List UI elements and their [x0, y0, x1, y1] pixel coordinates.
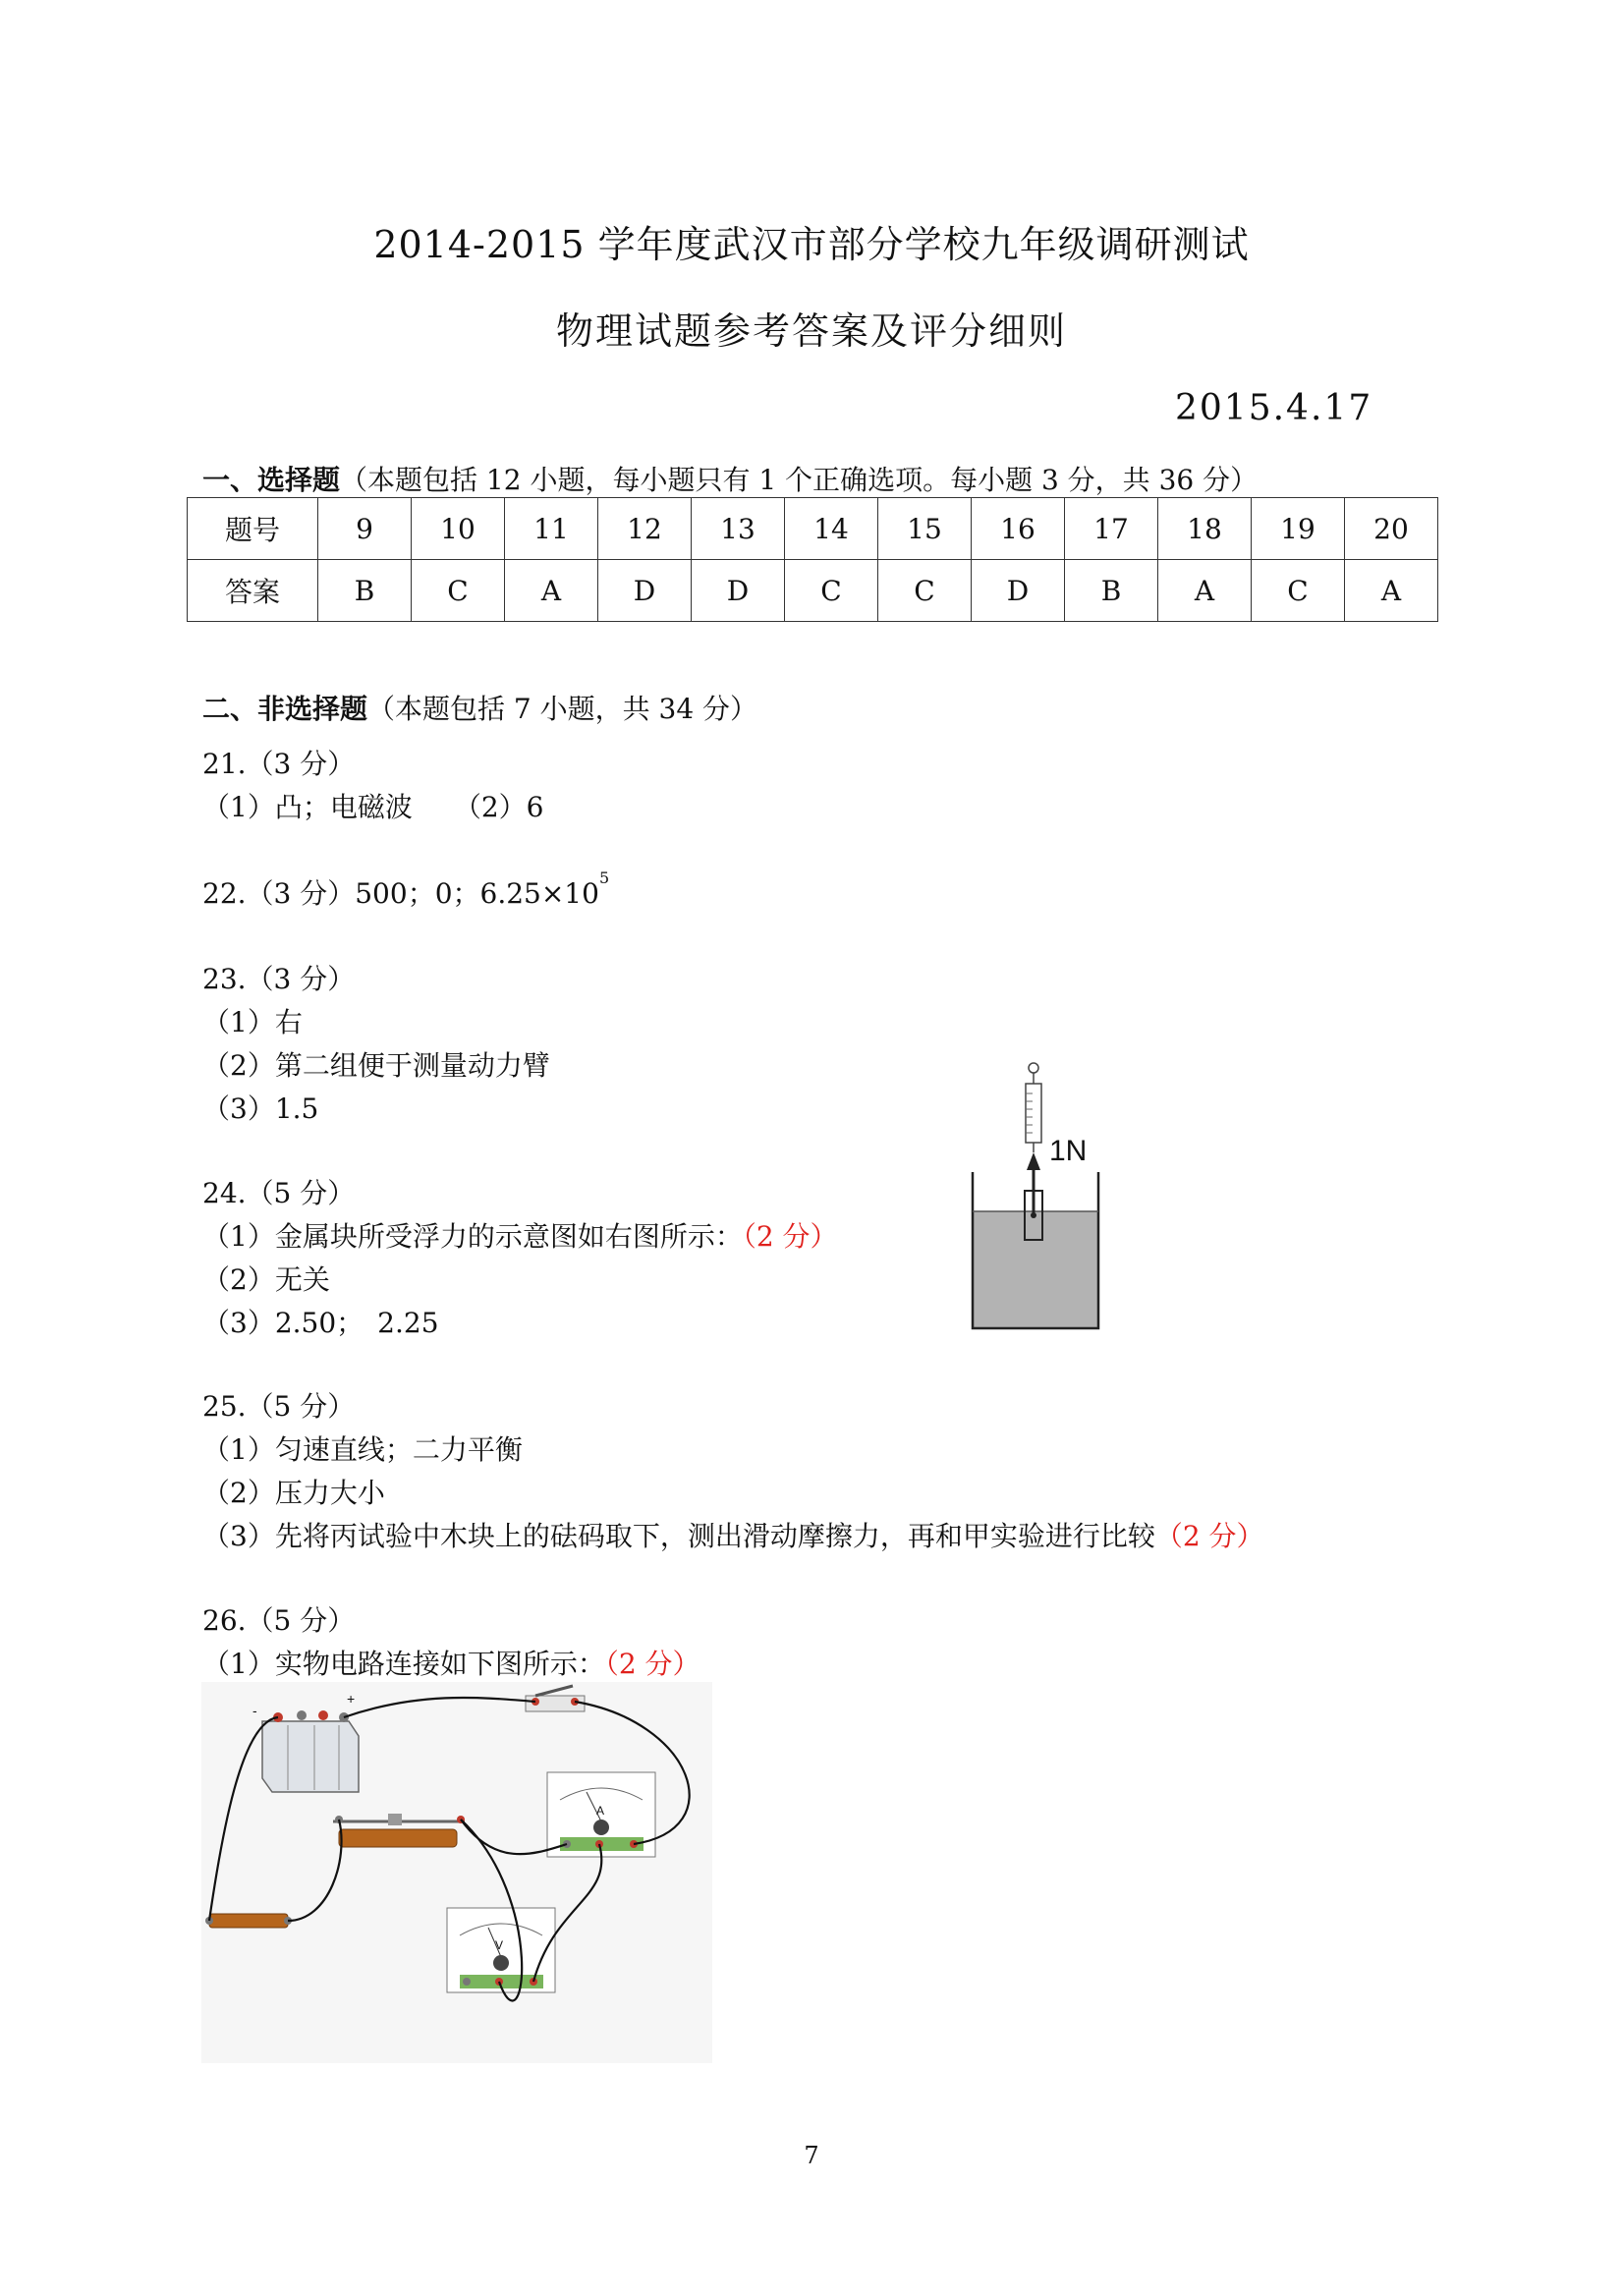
question-number: 20: [1345, 498, 1438, 560]
q26-heading: 26.（5 分）: [202, 1604, 356, 1637]
answer-cell: D: [692, 560, 785, 622]
answer-cell: A: [1158, 560, 1252, 622]
voltmeter-symbol: V: [495, 1938, 504, 1952]
q24-answer-3: （3）2.50； 2.25: [202, 1307, 439, 1339]
question-number: 12: [598, 498, 692, 560]
question-number: 17: [1065, 498, 1158, 560]
q25-answer-3: [202, 1515, 1264, 1554]
q24-answer-2: （2）无关: [202, 1263, 330, 1296]
question-number: 16: [972, 498, 1065, 560]
page-number: 7: [804, 2142, 819, 2169]
question-number: 18: [1158, 498, 1252, 560]
row-label-question: 题号: [188, 498, 318, 560]
q26-answer-1: [202, 1643, 700, 1682]
q21-answer: （1）凸；电磁波 （2）6: [202, 791, 544, 823]
row-label-answer: 答案: [188, 560, 318, 622]
q22-answer: [202, 868, 610, 912]
question-number: 14: [785, 498, 878, 560]
q21-heading: 21.（3 分）: [202, 748, 356, 780]
answer-cell: C: [412, 560, 505, 622]
q23-answer-1: （1）右: [202, 1006, 303, 1038]
q25-score: （2 分）: [1154, 1520, 1264, 1552]
answer-cell: A: [1345, 560, 1438, 622]
q25-heading: 25.（5 分）: [202, 1390, 356, 1423]
question-number-row: [188, 498, 1438, 560]
section2-heading: 二、非选择题: [202, 693, 368, 725]
ammeter-symbol: A: [596, 1804, 605, 1818]
answer-cell: C: [878, 560, 972, 622]
answer-cell: B: [1065, 560, 1158, 622]
answer-cell: A: [505, 560, 598, 622]
force-label: 1N: [1049, 1135, 1088, 1167]
answer-cell: C: [1252, 560, 1345, 622]
q24-score: （2 分）: [742, 1220, 838, 1253]
answer-row: [188, 560, 1438, 622]
answer-cell: C: [785, 560, 878, 622]
spring-scale-ticks: [1026, 1093, 1033, 1133]
section1-title: [202, 459, 1258, 498]
answer-cell: D: [972, 560, 1065, 622]
force-arrow-head: [1027, 1152, 1040, 1170]
q23-answer-3: （3）1.5: [202, 1092, 319, 1125]
question-number: 10: [412, 498, 505, 560]
q25-answer-1: （1）匀速直线；二力平衡: [202, 1433, 523, 1466]
question-number: 13: [692, 498, 785, 560]
question-number: 9: [318, 498, 412, 560]
question-number: 19: [1252, 498, 1345, 560]
circuit-figure: [201, 1682, 712, 2063]
resistor-icon: [205, 1914, 292, 1928]
q22-text: 22.（3 分）500；0；6.25×10: [202, 877, 599, 910]
q24-answer-1-text: （1）金属块所受浮力的示意图如右图所示：: [202, 1220, 743, 1253]
section2-note: （本题包括 7 小题，共 34 分）: [367, 693, 758, 725]
answer-cell: D: [598, 560, 692, 622]
answer-table: [187, 497, 1438, 622]
document-title: 2014-2015 学年度武汉市部分学校九年级调研测试: [373, 223, 1250, 266]
water-fill: [973, 1211, 1098, 1328]
document-subtitle: 物理试题参考答案及评分细则: [555, 309, 1067, 353]
question-number: 11: [505, 498, 598, 560]
q26-score: （2 分）: [604, 1648, 700, 1680]
buoyancy-figure: [963, 1056, 1120, 1336]
voltmeter-icon: [447, 1908, 555, 1992]
q23-answer-2: （2）第二组便于测量动力臂: [202, 1049, 550, 1082]
q24-heading: 24.（5 分）: [202, 1177, 356, 1209]
section2-title: [202, 688, 757, 727]
q25-answer-2: （2）压力大小: [202, 1477, 385, 1509]
svg-text:-: -: [252, 1703, 257, 1718]
q22-exponent: 5: [598, 868, 610, 887]
svg-text:+: +: [347, 1691, 356, 1707]
q23-heading: 23.（3 分）: [202, 963, 356, 995]
document-date: 2015.4.17: [1175, 388, 1373, 428]
answer-cell: B: [318, 560, 412, 622]
question-number: 15: [878, 498, 972, 560]
section1-heading: 一、选择题: [202, 464, 341, 496]
q25-answer-3-text: （3）先将丙试验中木块上的砝码取下，测出滑动摩擦力，再和甲实验进行比较: [202, 1520, 1155, 1552]
q26-answer-1-text: （1）实物电路连接如下图所示：: [202, 1648, 605, 1680]
section1-note: （本题包括 12 小题，每小题只有 1 个正确选项。每小题 3 分，共 36 分）: [340, 464, 1259, 496]
q24-answer-1: [202, 1215, 838, 1255]
spring-scale-ring: [1029, 1063, 1038, 1073]
spring-scale-body: [1026, 1084, 1041, 1143]
